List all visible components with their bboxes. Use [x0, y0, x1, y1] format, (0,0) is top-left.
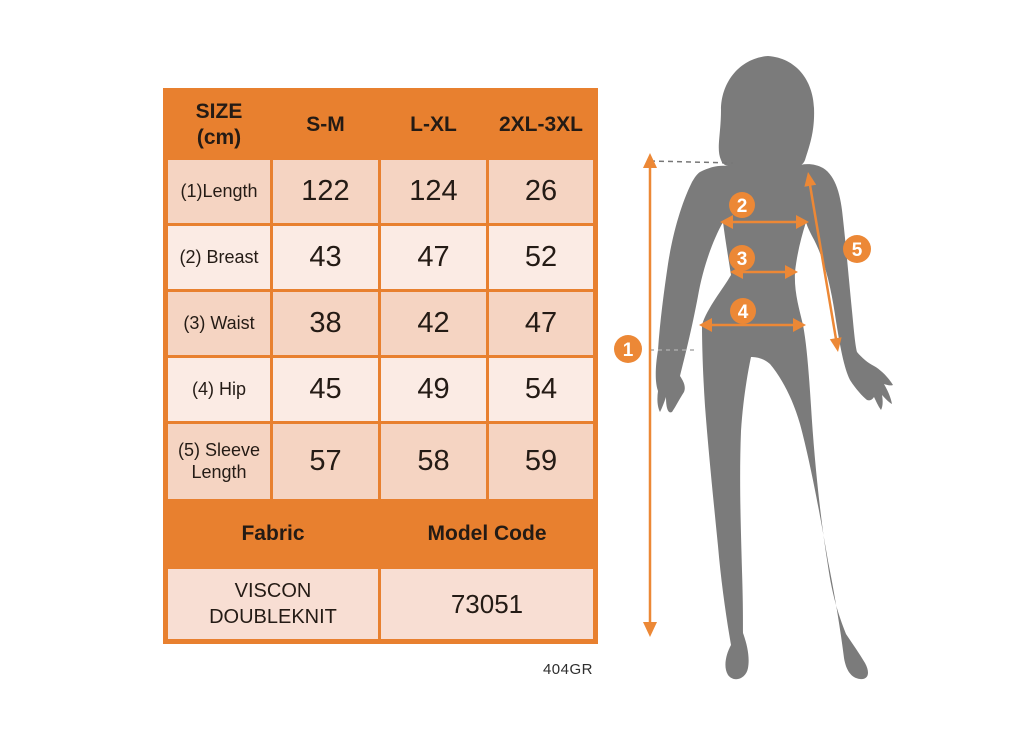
color-code-label: 404GR [542, 661, 593, 678]
table-row-sleeve [166, 423, 596, 501]
col-header-l-xl: L-XL [380, 91, 488, 159]
model-code-header: Model Code [380, 501, 596, 568]
cell-waist-s-m: 38 [272, 291, 380, 357]
size-unit-header [166, 91, 272, 159]
col-header-s-m: S-M [272, 91, 380, 159]
marker-5 [843, 235, 871, 263]
fabric-header-row [166, 501, 596, 568]
cell-sleeve-2xl-3xl: 59 [488, 423, 596, 501]
table-row-waist [166, 291, 596, 357]
table-row-length [166, 159, 596, 225]
woman-silhouette [656, 56, 893, 679]
table-header-row [166, 91, 596, 159]
cell-sleeve-l-xl: 58 [380, 423, 488, 501]
cell-length-2xl-3xl: 26 [488, 159, 596, 225]
cell-sleeve-s-m: 57 [272, 423, 380, 501]
row-label-breast: (2) Breast [166, 225, 272, 291]
size-table [163, 88, 598, 644]
col-header-2xl-3xl: 2XL-3XL [488, 91, 596, 159]
cell-hip-s-m: 45 [272, 357, 380, 423]
marker-1 [614, 335, 642, 363]
cell-length-s-m: 122 [272, 159, 380, 225]
marker-2 [729, 192, 755, 218]
table-row-breast [166, 225, 596, 291]
row-label-length: (1)Length [166, 159, 272, 225]
cell-breast-l-xl: 47 [380, 225, 488, 291]
size-unit-label: SIZE (cm) [195, 99, 243, 149]
svg-text:5: 5 [851, 240, 863, 261]
marker-3 [729, 245, 755, 271]
cell-length-l-xl: 124 [380, 159, 488, 225]
measurement-figure [600, 46, 930, 691]
row-label-waist: (3) Waist [166, 291, 272, 357]
svg-text:3: 3 [736, 249, 748, 270]
row-label-hip: (4) Hip [166, 357, 272, 423]
svg-text:1: 1 [622, 340, 634, 361]
cell-waist-2xl-3xl: 47 [488, 291, 596, 357]
cell-breast-s-m: 43 [272, 225, 380, 291]
cell-waist-l-xl: 42 [380, 291, 488, 357]
shoulder-guide-dashed-line [650, 161, 733, 163]
fabric-value: VISCON DOUBLEKNIT [166, 568, 380, 642]
fabric-value-row [166, 568, 596, 642]
svg-text:2: 2 [736, 196, 748, 217]
svg-text:4: 4 [737, 302, 749, 323]
table-row-hip [166, 357, 596, 423]
row-label-sleeve: (5) Sleeve Length [166, 423, 272, 501]
cell-hip-l-xl: 49 [380, 357, 488, 423]
model-code-value: 73051 [380, 568, 596, 642]
cell-breast-2xl-3xl: 52 [488, 225, 596, 291]
marker-4 [730, 298, 756, 324]
fabric-header: Fabric [166, 501, 380, 568]
length-arrow [643, 153, 657, 637]
cell-hip-2xl-3xl: 54 [488, 357, 596, 423]
